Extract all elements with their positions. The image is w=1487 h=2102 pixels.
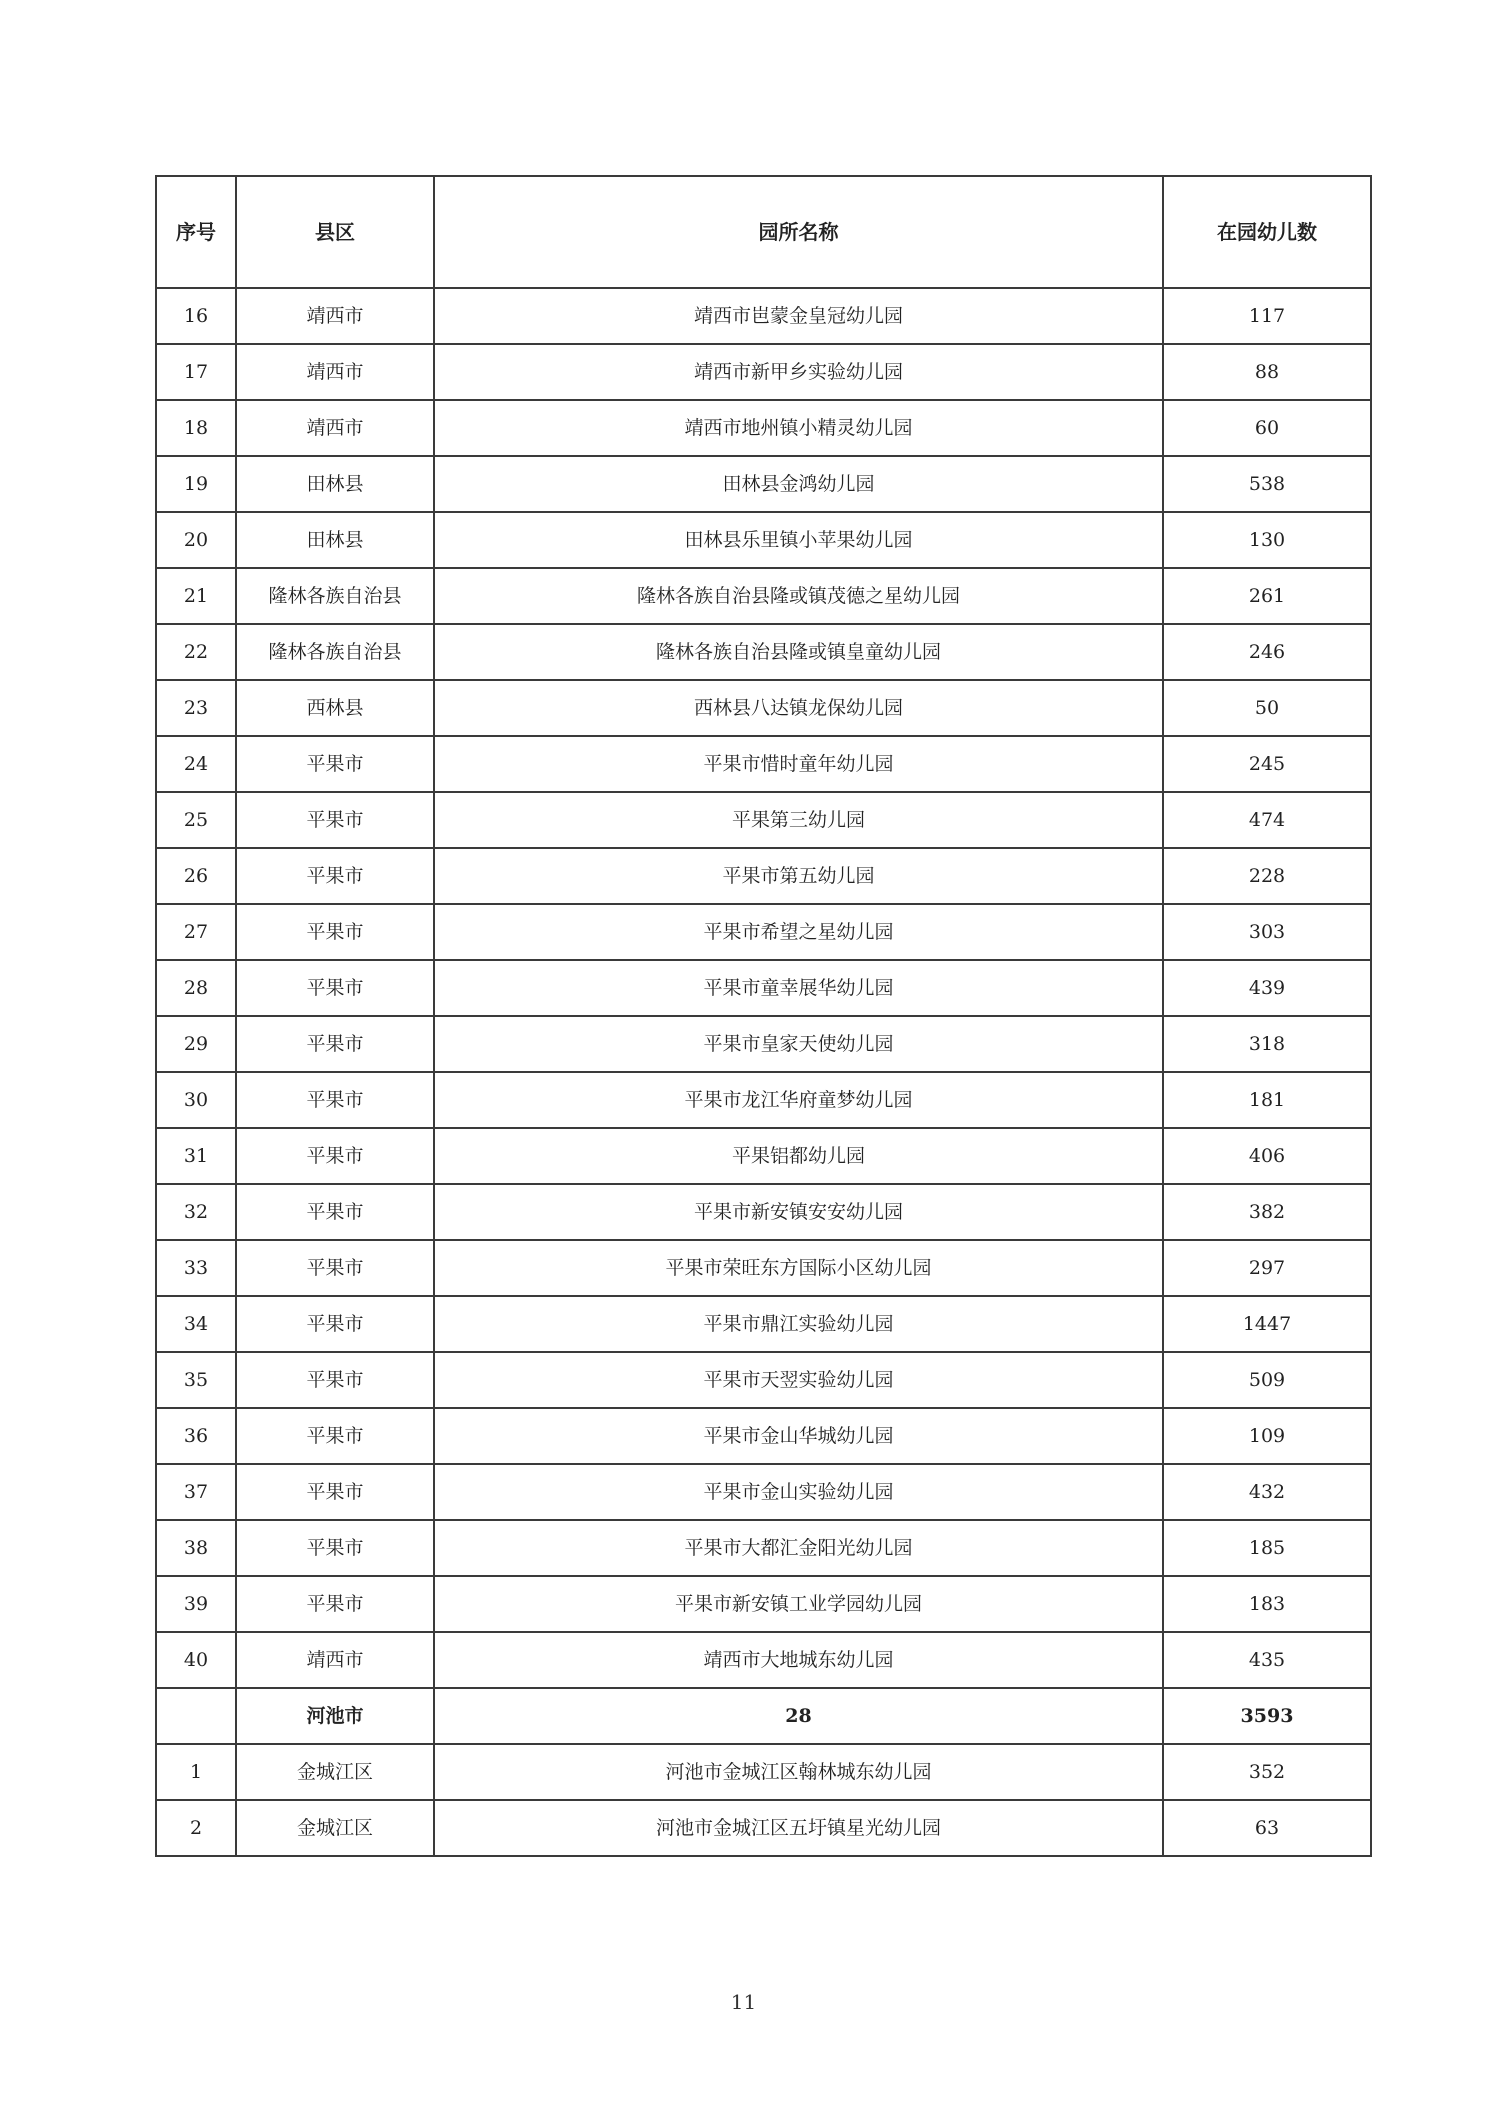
cell-county: 平果市	[236, 904, 434, 960]
cell-no: 20	[156, 512, 236, 568]
cell-count: 303	[1163, 904, 1371, 960]
cell-no: 32	[156, 1184, 236, 1240]
cell-county: 西林县	[236, 680, 434, 736]
cell-count: 3593	[1163, 1688, 1371, 1744]
cell-no	[156, 1688, 236, 1744]
cell-name: 平果铝都幼儿园	[434, 1128, 1163, 1184]
cell-name: 平果市鼎江实验幼儿园	[434, 1296, 1163, 1352]
cell-name: 平果市金山实验幼儿园	[434, 1464, 1163, 1520]
cell-count: 130	[1163, 512, 1371, 568]
cell-count: 109	[1163, 1408, 1371, 1464]
cell-name: 平果市新安镇工业学园幼儿园	[434, 1576, 1163, 1632]
cell-name: 河池市金城江区翰林城东幼儿园	[434, 1744, 1163, 1800]
table-row	[156, 792, 1371, 848]
cell-no: 38	[156, 1520, 236, 1576]
cell-county: 平果市	[236, 1464, 434, 1520]
cell-count: 509	[1163, 1352, 1371, 1408]
cell-name: 平果市皇家天使幼儿园	[434, 1016, 1163, 1072]
cell-no: 35	[156, 1352, 236, 1408]
table-row	[156, 1240, 1371, 1296]
cell-no: 39	[156, 1576, 236, 1632]
cell-no: 16	[156, 288, 236, 344]
cell-name: 平果市天翌实验幼儿园	[434, 1352, 1163, 1408]
cell-count: 1447	[1163, 1296, 1371, 1352]
cell-no: 18	[156, 400, 236, 456]
cell-no: 17	[156, 344, 236, 400]
kindergarten-table	[155, 175, 1372, 1857]
cell-no: 26	[156, 848, 236, 904]
cell-no: 23	[156, 680, 236, 736]
cell-count: 352	[1163, 1744, 1371, 1800]
table-row	[156, 1072, 1371, 1128]
table-row	[156, 1576, 1371, 1632]
cell-county: 靖西市	[236, 400, 434, 456]
cell-no: 40	[156, 1632, 236, 1688]
cell-county: 隆林各族自治县	[236, 568, 434, 624]
cell-county: 田林县	[236, 456, 434, 512]
cell-count: 435	[1163, 1632, 1371, 1688]
cell-name: 隆林各族自治县隆或镇茂德之星幼儿园	[434, 568, 1163, 624]
cell-name: 平果市龙江华府童梦幼儿园	[434, 1072, 1163, 1128]
table-row	[156, 456, 1371, 512]
table-row	[156, 904, 1371, 960]
cell-county: 平果市	[236, 1240, 434, 1296]
cell-no: 28	[156, 960, 236, 1016]
cell-no: 2	[156, 1800, 236, 1856]
cell-county: 金城江区	[236, 1800, 434, 1856]
cell-name: 靖西市新甲乡实验幼儿园	[434, 344, 1163, 400]
cell-name: 平果第三幼儿园	[434, 792, 1163, 848]
cell-count: 88	[1163, 344, 1371, 400]
cell-county: 平果市	[236, 960, 434, 1016]
cell-county: 田林县	[236, 512, 434, 568]
cell-no: 22	[156, 624, 236, 680]
table-row	[156, 568, 1371, 624]
table-row	[156, 1800, 1371, 1856]
cell-no: 1	[156, 1744, 236, 1800]
cell-count: 318	[1163, 1016, 1371, 1072]
cell-no: 29	[156, 1016, 236, 1072]
cell-county: 平果市	[236, 1520, 434, 1576]
cell-county: 平果市	[236, 792, 434, 848]
cell-county: 金城江区	[236, 1744, 434, 1800]
table-row	[156, 1408, 1371, 1464]
cell-count: 117	[1163, 288, 1371, 344]
table-row	[156, 848, 1371, 904]
cell-name: 西林县八达镇龙保幼儿园	[434, 680, 1163, 736]
cell-name: 靖西市大地城东幼儿园	[434, 1632, 1163, 1688]
cell-count: 538	[1163, 456, 1371, 512]
cell-county: 平果市	[236, 1016, 434, 1072]
cell-no: 21	[156, 568, 236, 624]
cell-count: 181	[1163, 1072, 1371, 1128]
header-no: 序号	[156, 176, 236, 288]
cell-no: 27	[156, 904, 236, 960]
table-row	[156, 512, 1371, 568]
cell-count: 60	[1163, 400, 1371, 456]
cell-county: 平果市	[236, 1576, 434, 1632]
cell-count: 406	[1163, 1128, 1371, 1184]
table-row	[156, 736, 1371, 792]
cell-count: 432	[1163, 1464, 1371, 1520]
cell-name: 田林县乐里镇小苹果幼儿园	[434, 512, 1163, 568]
cell-county: 平果市	[236, 736, 434, 792]
table-row	[156, 344, 1371, 400]
table-row	[156, 1632, 1371, 1688]
cell-county: 靖西市	[236, 344, 434, 400]
cell-county: 平果市	[236, 1184, 434, 1240]
cell-count: 474	[1163, 792, 1371, 848]
cell-no: 25	[156, 792, 236, 848]
cell-name: 平果市荣旺东方国际小区幼儿园	[434, 1240, 1163, 1296]
table-row	[156, 624, 1371, 680]
cell-county: 靖西市	[236, 288, 434, 344]
cell-count: 185	[1163, 1520, 1371, 1576]
table-header	[156, 176, 1371, 288]
cell-count: 439	[1163, 960, 1371, 1016]
table-row	[156, 1016, 1371, 1072]
cell-no: 37	[156, 1464, 236, 1520]
cell-name: 隆林各族自治县隆或镇皇童幼儿园	[434, 624, 1163, 680]
table-row	[156, 1744, 1371, 1800]
cell-no: 34	[156, 1296, 236, 1352]
cell-name: 平果市第五幼儿园	[434, 848, 1163, 904]
header-county: 县区	[236, 176, 434, 288]
table-row	[156, 680, 1371, 736]
table-row	[156, 1184, 1371, 1240]
cell-name: 平果市童幸展华幼儿园	[434, 960, 1163, 1016]
cell-name: 平果市新安镇安安幼儿园	[434, 1184, 1163, 1240]
cell-count: 63	[1163, 1800, 1371, 1856]
cell-name: 田林县金鸿幼儿园	[434, 456, 1163, 512]
table-row	[156, 400, 1371, 456]
cell-county: 平果市	[236, 1352, 434, 1408]
table-row	[156, 1296, 1371, 1352]
cell-count: 297	[1163, 1240, 1371, 1296]
cell-name: 平果市希望之星幼儿园	[434, 904, 1163, 960]
cell-county: 平果市	[236, 1408, 434, 1464]
table-row	[156, 1128, 1371, 1184]
table-row	[156, 1352, 1371, 1408]
cell-name: 靖西市地州镇小精灵幼儿园	[434, 400, 1163, 456]
cell-count: 183	[1163, 1576, 1371, 1632]
cell-name: 平果市大都汇金阳光幼儿园	[434, 1520, 1163, 1576]
cell-no: 30	[156, 1072, 236, 1128]
cell-county: 靖西市	[236, 1632, 434, 1688]
cell-county: 平果市	[236, 848, 434, 904]
table-row	[156, 1464, 1371, 1520]
cell-county: 平果市	[236, 1072, 434, 1128]
cell-count: 382	[1163, 1184, 1371, 1240]
table-body	[156, 288, 1371, 1856]
cell-no: 33	[156, 1240, 236, 1296]
table-row	[156, 288, 1371, 344]
cell-count: 261	[1163, 568, 1371, 624]
cell-no: 31	[156, 1128, 236, 1184]
header-name: 园所名称	[434, 176, 1163, 288]
cell-count: 246	[1163, 624, 1371, 680]
cell-name: 平果市惜时童年幼儿园	[434, 736, 1163, 792]
table-row	[156, 1520, 1371, 1576]
header-count: 在园幼儿数	[1163, 176, 1371, 288]
page-number: 11	[730, 1990, 757, 2014]
cell-name: 河池市金城江区五圩镇星光幼儿园	[434, 1800, 1163, 1856]
cell-county: 平果市	[236, 1296, 434, 1352]
table-row	[156, 960, 1371, 1016]
cell-name: 28	[434, 1688, 1163, 1744]
cell-name: 平果市金山华城幼儿园	[434, 1408, 1163, 1464]
cell-name: 靖西市岜蒙金皇冠幼儿园	[434, 288, 1163, 344]
cell-no: 24	[156, 736, 236, 792]
subtotal-row	[156, 1688, 1371, 1744]
cell-no: 36	[156, 1408, 236, 1464]
cell-no: 19	[156, 456, 236, 512]
cell-count: 228	[1163, 848, 1371, 904]
cell-count: 50	[1163, 680, 1371, 736]
cell-county: 河池市	[236, 1688, 434, 1744]
cell-county: 隆林各族自治县	[236, 624, 434, 680]
cell-county: 平果市	[236, 1128, 434, 1184]
cell-count: 245	[1163, 736, 1371, 792]
